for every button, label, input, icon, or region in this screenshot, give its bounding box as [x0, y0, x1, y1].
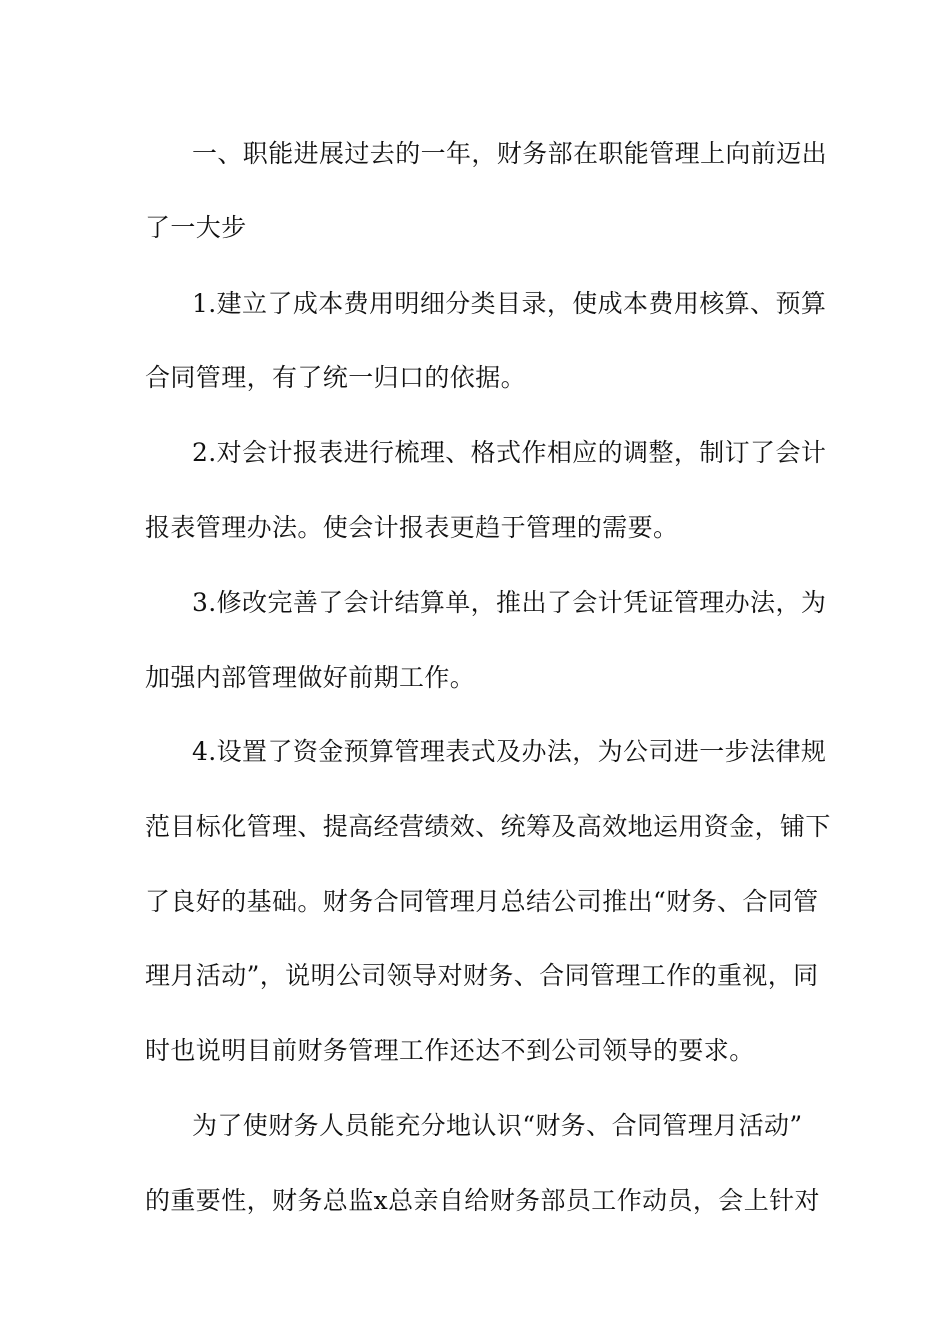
paragraph-3-line-1: 2.对会计报表进行梳理、格式作相应的调整，制订了会计	[192, 438, 827, 467]
paragraph-3-line-2: 报表管理办法。使会计报表更趋于管理的需要。	[145, 513, 679, 542]
paragraph-6-line-1: 为了使财务人员能充分地认识“财务、合同管理月活动”	[192, 1111, 803, 1140]
paragraph-5-line-3: 了良好的基础。财务合同管理月总结公司推出“财务、合同管	[145, 887, 819, 916]
paragraph-6-line-2: 的重要性，财务总监x总亲自给财务部员工作动员，会上针对	[145, 1186, 820, 1215]
paragraph-2-line-1: 1.建立了成本费用明细分类目录，使成本费用核算、预算	[192, 289, 827, 318]
paragraph-4-line-1: 3.修改完善了会计结算单，推出了会计凭证管理办法，为	[192, 588, 827, 617]
paragraph-1-line-2: 了一大步	[145, 213, 247, 242]
paragraph-1-line-1: 一、职能进展过去的一年，财务部在职能管理上向前迈出	[192, 139, 828, 168]
paragraph-2-line-2: 合同管理，有了统一归口的依据。	[145, 363, 527, 392]
paragraph-5-line-1: 4.设置了资金预算管理表式及办法，为公司进一步法律规	[192, 737, 827, 766]
paragraph-5-line-5: 时也说明目前财务管理工作还达不到公司领导的要求。	[145, 1036, 755, 1065]
paragraph-5-line-4: 理月活动”，说明公司领导对财务、合同管理工作的重视，同	[145, 961, 819, 990]
paragraph-4-line-2: 加强内部管理做好前期工作。	[145, 663, 476, 692]
paragraph-5-line-2: 范目标化管理、提高经营绩效、统筹及高效地运用资金，铺下	[145, 812, 831, 841]
